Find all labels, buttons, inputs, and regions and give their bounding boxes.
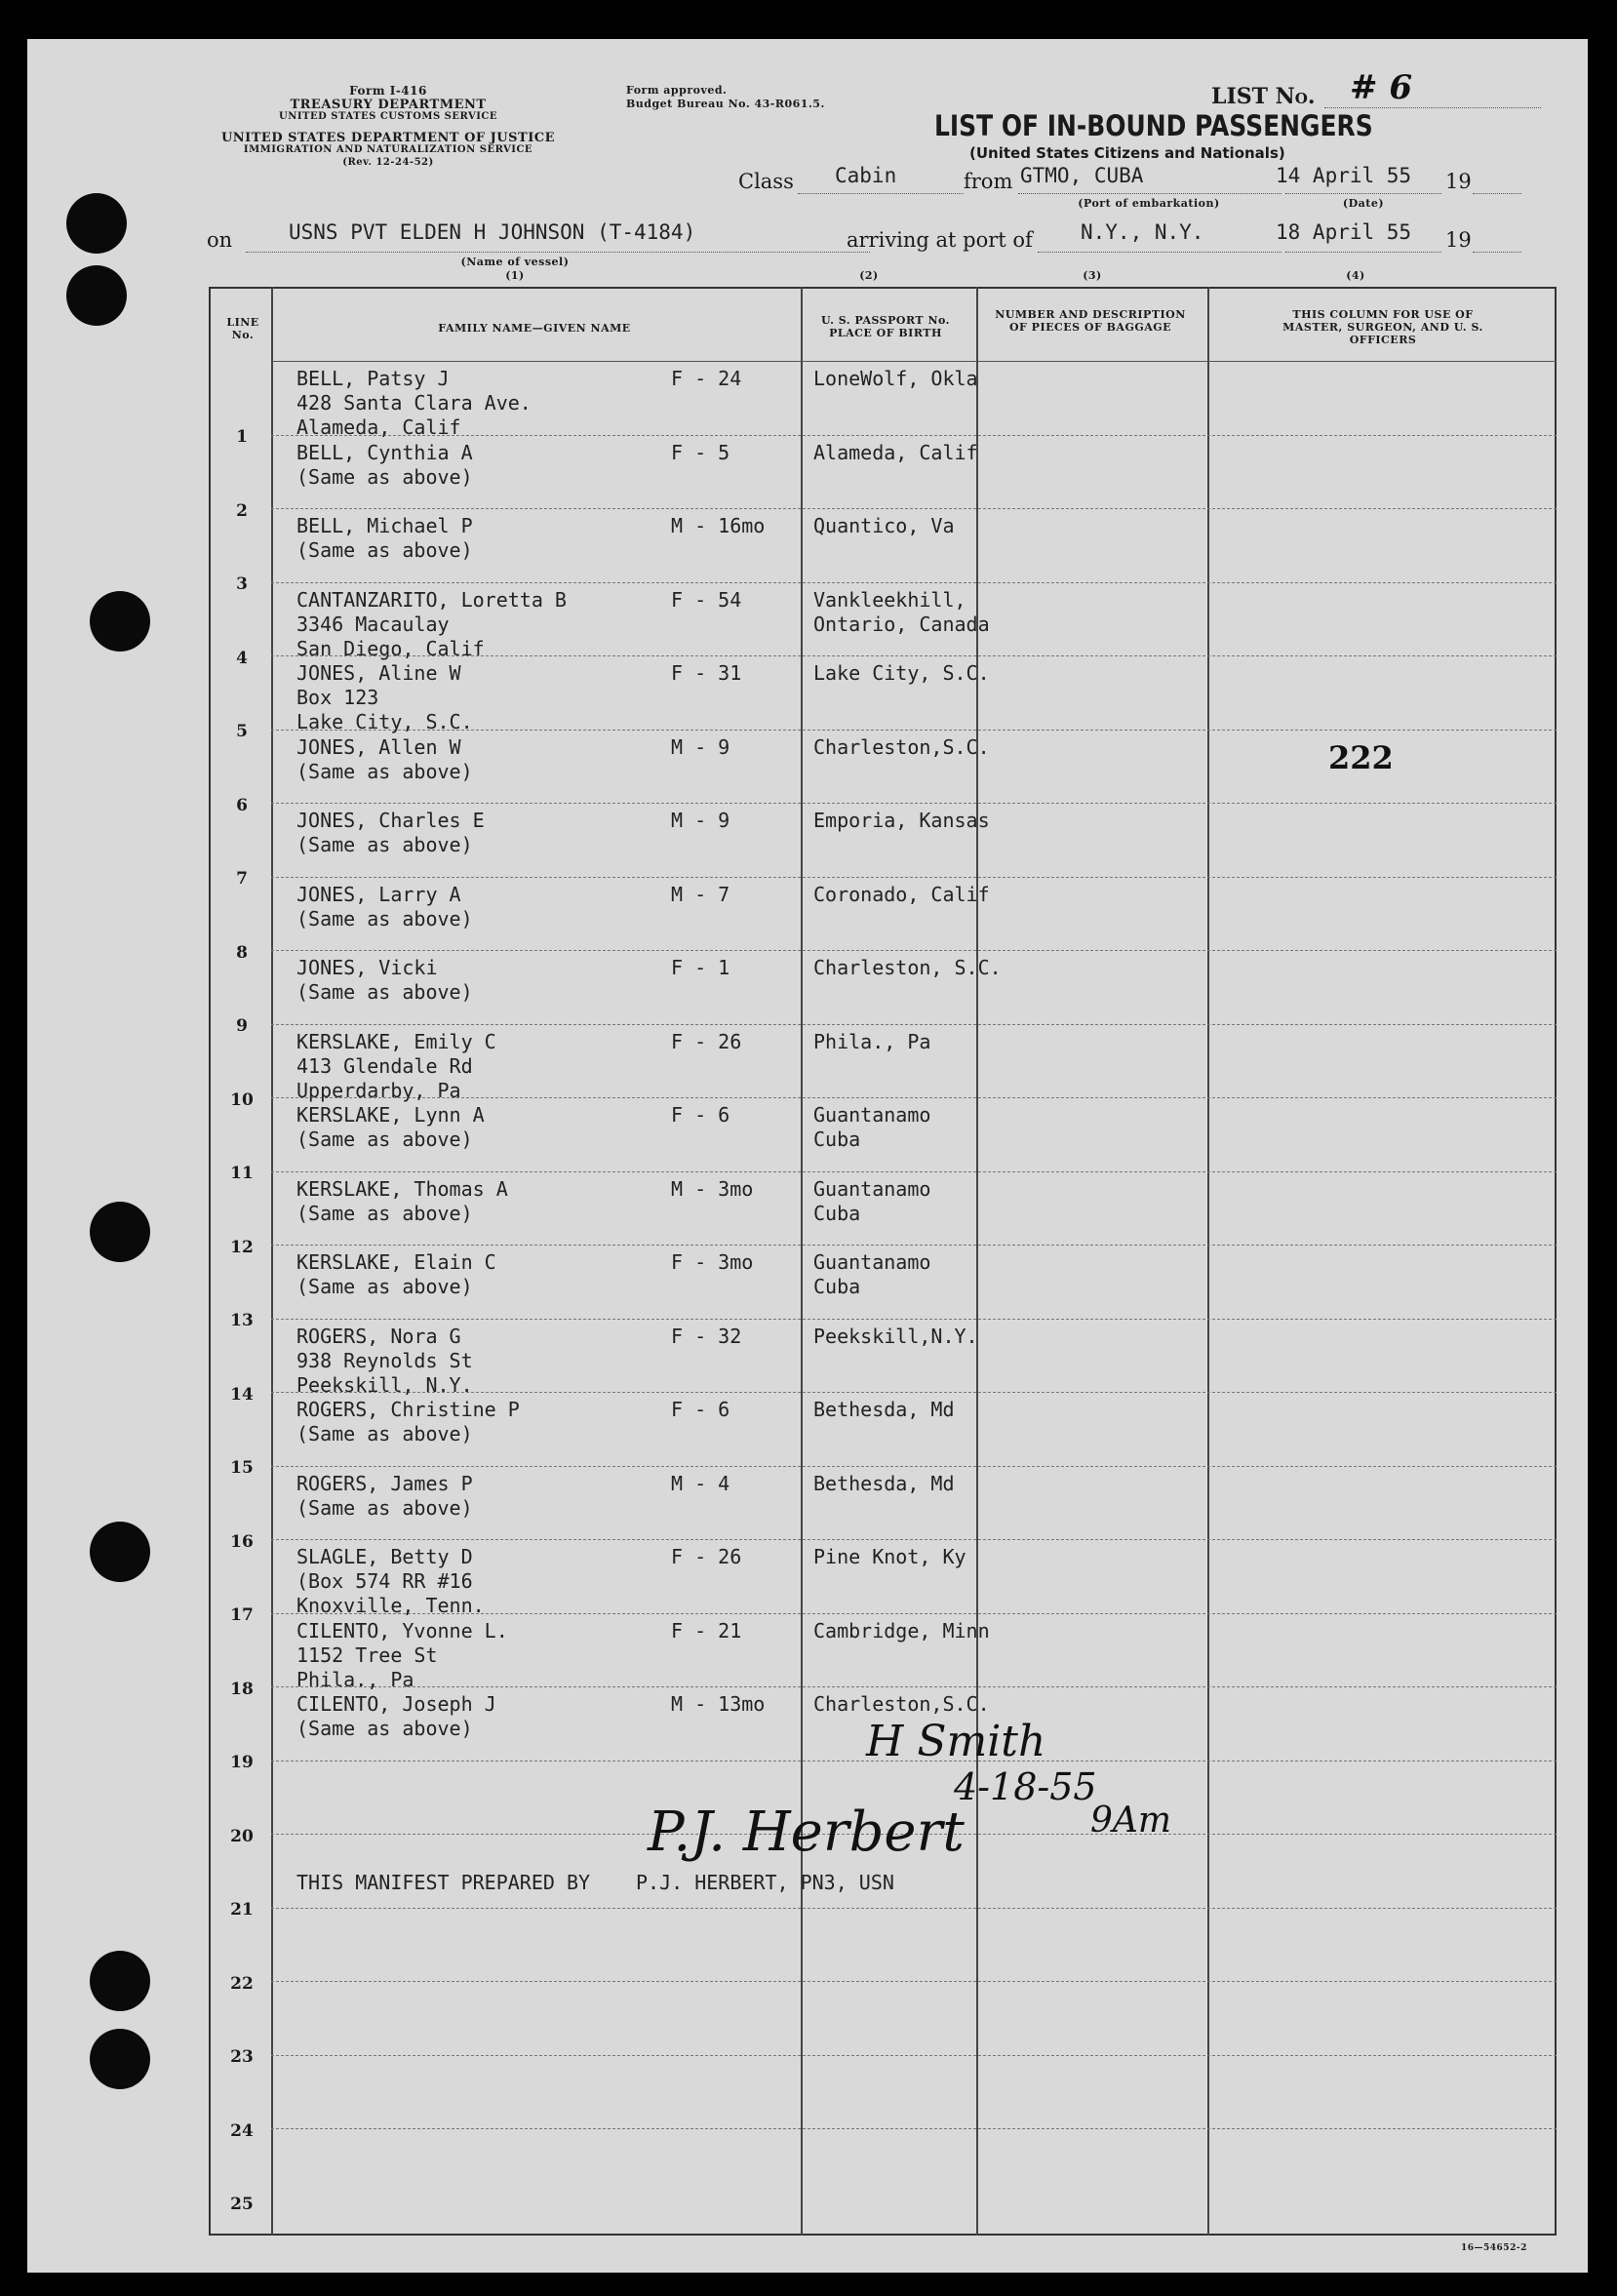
inspector-signature: H Smith	[866, 1717, 1046, 1766]
line-number: 7	[236, 869, 248, 889]
passenger-name: CANTANZARITO, Loretta B 3346 Macaulay San Diego, Calif	[296, 587, 567, 660]
line-number: 8	[236, 942, 248, 963]
place-of-birth: Charleston,S.C.	[813, 734, 990, 759]
form-title: LIST OF IN-BOUND PASSENGERS	[934, 109, 1373, 142]
sex-age: F - 26	[671, 1545, 742, 1568]
passenger-name: JONES, Charles E (Same as above)	[296, 809, 485, 856]
passenger-name: KERSLAKE, Emily C 413 Glendale Rd Upperdarby, Pa	[296, 1029, 496, 1102]
prepared-by-label: THIS MANIFEST PREPARED BY	[296, 1871, 591, 1894]
line-number: 11	[230, 1164, 254, 1183]
place-of-birth: Charleston,S.C.	[813, 1692, 990, 1716]
embarkation-port: GTMO, CUBA	[1020, 164, 1144, 187]
sex-age: F - 26	[671, 1029, 742, 1053]
punch-hole	[90, 2029, 150, 2089]
passenger-name: KERSLAKE, Elain C (Same as above)	[296, 1250, 496, 1298]
sex-age: M - 9	[671, 734, 730, 759]
punch-hole	[90, 1951, 150, 2011]
header-passport: U. S. PASSPORT No. PLACE OF BIRTH	[821, 314, 950, 339]
sex-age: M - 16mo	[671, 514, 766, 537]
year-label: 19	[1445, 170, 1472, 193]
line-number: 1	[236, 427, 248, 447]
sex-age: F - 6	[671, 1398, 730, 1421]
place-of-birth: Quantico, Va	[813, 514, 955, 537]
line-number: 21	[230, 1900, 254, 1920]
passenger-name: CILENTO, Yvonne L. 1152 Tree St Phila., Pa	[296, 1618, 508, 1691]
passenger-name: JONES, Allen W (Same as above)	[296, 734, 473, 783]
year-label-2: 19	[1445, 228, 1472, 252]
col4-caption: (4)	[1346, 269, 1365, 282]
punch-hole	[90, 1202, 150, 1262]
passenger-name: BELL, Patsy J 428 Santa Clara Ave. Alameda, Calif	[296, 367, 532, 439]
place-of-birth: Lake City, S.C.	[813, 661, 990, 685]
header-line-no: LINE No.	[226, 316, 259, 341]
sex-age: F - 24	[671, 367, 742, 390]
sex-age: F - 31	[671, 661, 742, 685]
manifest-page	[27, 39, 1588, 2273]
sex-age: M - 7	[671, 882, 730, 906]
place-of-birth: Guantanamo Cuba	[813, 1250, 931, 1298]
date-caption: (Date)	[1342, 197, 1385, 210]
place-of-birth: Vankleekhill, Ontario, Canada	[813, 587, 990, 636]
line-number: 10	[230, 1089, 254, 1110]
place-of-birth: LoneWolf, Okla	[813, 367, 978, 390]
sex-age: F - 21	[671, 1618, 742, 1643]
line-number: 23	[230, 2047, 254, 2067]
line-number: 13	[230, 1311, 254, 1330]
line-number: 14	[230, 1384, 254, 1405]
list-no-value: # 6	[1350, 68, 1412, 107]
inspection-date: 4-18-55	[954, 1765, 1097, 1808]
footer-code: 16—54652-2	[1461, 2243, 1527, 2253]
line-number: 5	[236, 722, 248, 741]
passenger-name: SLAGLE, Betty D (Box 574 RR #16 Knoxville, Tenn.	[296, 1545, 485, 1617]
punch-hole	[90, 1522, 150, 1582]
place-of-birth: Cambridge, Minn	[813, 1618, 990, 1643]
place-of-birth: Alameda, Calif	[813, 440, 978, 464]
passenger-name: BELL, Cynthia A (Same as above)	[296, 440, 473, 489]
place-of-birth: Bethesda, Md	[813, 1398, 955, 1421]
form-number: Form I-416	[349, 84, 427, 98]
place-of-birth: Peekskill,N.Y.	[813, 1324, 978, 1348]
line-number: 3	[236, 574, 248, 594]
from-label: from	[964, 170, 1013, 193]
place-of-birth: Emporia, Kansas	[813, 809, 990, 832]
inspection-time: 9Am	[1090, 1801, 1172, 1841]
customs-label: UNITED STATES CUSTOMS SERVICE	[279, 111, 497, 122]
treasury-label: TREASURY DEPARTMENT	[290, 98, 487, 112]
line-number: 9	[236, 1016, 248, 1036]
embarkation-date: 14 April 55	[1276, 164, 1412, 187]
vessel-caption: (Name of vessel)	[460, 256, 570, 268]
col2-caption: (2)	[859, 269, 879, 282]
place-of-birth: Coronado, Calif	[813, 882, 990, 906]
approved-label: Form approved.	[626, 84, 728, 97]
class-value: Cabin	[835, 164, 897, 187]
arrival-port: N.Y., N.Y.	[1081, 220, 1204, 244]
place-of-birth: Pine Knot, Ky	[813, 1545, 966, 1568]
line-number: 16	[230, 1531, 254, 1552]
passenger-name: KERSLAKE, Thomas A (Same as above)	[296, 1176, 508, 1225]
passenger-name: CILENTO, Joseph J (Same as above)	[296, 1692, 496, 1740]
form-subtitle: (United States Citizens and Nationals)	[969, 144, 1285, 162]
line-number: 19	[230, 1753, 254, 1772]
sex-age: F - 32	[671, 1324, 742, 1348]
prepared-by-name: P.J. HERBERT, PN3, USN	[636, 1871, 894, 1894]
sex-age: M - 9	[671, 809, 730, 832]
punch-hole	[90, 591, 150, 652]
header-baggage: NUMBER AND DESCRIPTION OF PIECES OF BAGGAGE	[995, 308, 1186, 334]
line-number: 15	[230, 1458, 254, 1478]
arriving-label: arriving at port of	[847, 228, 1033, 252]
passenger-name: JONES, Larry A (Same as above)	[296, 882, 473, 930]
line-number: 12	[230, 1237, 254, 1257]
line-number: 22	[230, 1973, 254, 1994]
sex-age: F - 6	[671, 1103, 730, 1127]
passenger-name: BELL, Michael P (Same as above)	[296, 514, 473, 562]
revision-label: (Rev. 12-24-52)	[342, 157, 434, 168]
budget-label: Budget Bureau No. 43-R061.5.	[626, 98, 825, 110]
header-officers: THIS COLUMN FOR USE OF MASTER, SURGEON, AND U. S. OFFICERS	[1282, 308, 1483, 346]
sex-age: F - 54	[671, 587, 742, 612]
line-number: 4	[236, 648, 248, 668]
sex-age: M - 13mo	[671, 1692, 766, 1716]
line-number: 17	[230, 1605, 254, 1625]
place-of-birth: Guantanamo Cuba	[813, 1103, 931, 1151]
sex-age: M - 4	[671, 1471, 730, 1495]
line-number: 20	[230, 1826, 254, 1846]
punch-hole	[66, 265, 127, 326]
place-of-birth: Bethesda, Md	[813, 1471, 955, 1495]
vessel-name: USNS PVT ELDEN H JOHNSON (T-4184)	[289, 220, 696, 244]
passenger-name: ROGERS, Nora G 938 Reynolds St Peekskill, N.Y.	[296, 1324, 473, 1397]
passenger-name: ROGERS, Christine P (Same as above)	[296, 1398, 520, 1445]
ins-label: IMMIGRATION AND NATURALIZATION SERVICE	[243, 144, 533, 155]
sex-age: F - 5	[671, 440, 730, 464]
sex-age: F - 3mo	[671, 1250, 754, 1274]
header-name: FAMILY NAME—GIVEN NAME	[438, 322, 631, 335]
line-number: 24	[230, 2120, 254, 2141]
place-of-birth: Phila., Pa	[813, 1029, 931, 1053]
sex-age: F - 1	[671, 956, 730, 979]
passenger-name: KERSLAKE, Lynn A (Same as above)	[296, 1103, 485, 1151]
passenger-name: ROGERS, James P (Same as above)	[296, 1471, 473, 1520]
class-label: Class	[738, 170, 794, 193]
line-number: 18	[230, 1679, 254, 1699]
passenger-name: JONES, Aline W Box 123 Lake City, S.C.	[296, 661, 473, 733]
line-number: 6	[236, 795, 248, 815]
line-number: 25	[230, 2195, 254, 2214]
officer-note: 222	[1328, 739, 1394, 776]
col3-caption: (3)	[1083, 269, 1102, 282]
on-label: on	[207, 228, 233, 252]
place-of-birth: Charleston, S.C.	[813, 956, 1002, 979]
embarkation-caption: (Port of embarkation)	[1078, 197, 1220, 210]
col1-caption: (1)	[505, 269, 525, 282]
preparer-signature: P.J. Herbert	[648, 1801, 965, 1864]
punch-hole	[66, 193, 127, 254]
arrival-date: 18 April 55	[1276, 220, 1412, 244]
place-of-birth: Guantanamo Cuba	[813, 1176, 931, 1225]
passenger-name: JONES, Vicki (Same as above)	[296, 956, 473, 1004]
sex-age: M - 3mo	[671, 1176, 754, 1201]
list-no-label: LIST No.	[1211, 84, 1316, 109]
justice-label: UNITED STATES DEPARTMENT OF JUSTICE	[220, 131, 556, 145]
line-number: 2	[236, 500, 248, 521]
